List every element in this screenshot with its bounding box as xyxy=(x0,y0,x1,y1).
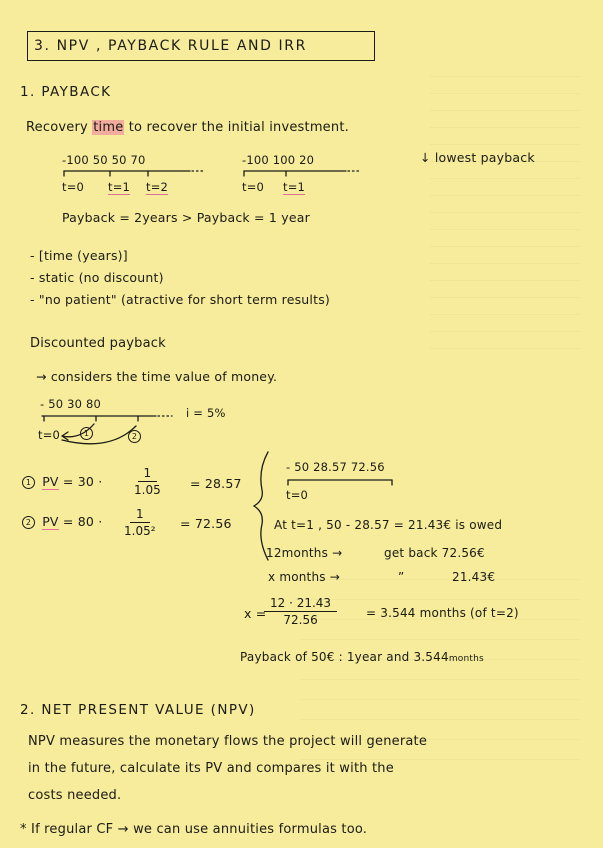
discount-rate: i = 5% xyxy=(186,406,226,420)
owed-at-t1: At t=1 , 50 - 28.57 = 21.43€ is owed xyxy=(274,518,503,532)
payback-heading: 1. PAYBACK xyxy=(20,84,112,100)
x-result: = 3.544 months (of t=2) xyxy=(366,606,519,620)
page-title: 3. NPV , PAYBACK RULE AND IRR xyxy=(34,38,307,54)
payback-result-unit: months xyxy=(448,654,484,664)
pv1-result: = 28.57 xyxy=(190,476,242,491)
arrow-back-1 xyxy=(62,424,94,437)
definition-suffix: to recover the initial investment. xyxy=(128,120,349,135)
discounted-heading: Discounted payback xyxy=(30,336,166,351)
discounted-consider: → considers the time value of money. xyxy=(36,369,278,384)
lowest-payback-note: ↓ lowest payback xyxy=(420,150,535,165)
discounted-right-time: t=0 xyxy=(286,488,309,502)
npv-heading: 2. NET PRESENT VALUE (NPV) xyxy=(20,702,256,718)
months-line-2-left: x months → xyxy=(268,570,340,584)
discounted-timeline-ticks xyxy=(44,416,138,421)
x-denominator: 72.56 xyxy=(283,613,318,627)
discounted-flows: - 50 30 80 xyxy=(40,397,102,411)
pv1-equation: = 30 · xyxy=(62,474,103,489)
bullet-no-patient: - "no patient" (atractive for short term results) xyxy=(30,292,330,307)
x-numerator: 12 · 21.43 xyxy=(264,596,337,612)
months-line-1-left: 12months → xyxy=(266,546,343,560)
left-time-2: t=2 xyxy=(146,180,169,194)
left-time-1: t=1 xyxy=(108,180,131,194)
npv-text-line-2: in the future, calculate its PV and compares it with the xyxy=(28,761,394,776)
discounted-right-flows: - 50 28.57 72.56 xyxy=(286,460,385,474)
npv-annuity-note: * If regular CF → we can use annuities formulas too. xyxy=(20,822,368,837)
x-equals: x = xyxy=(244,606,267,621)
npv-text-line-1: NPV measures the monetary flows the project will generate xyxy=(28,734,428,749)
circle-two-icon: 2 xyxy=(128,430,141,443)
pv2-equation: = 80 · xyxy=(62,514,103,529)
bullet-static: - static (no discount) xyxy=(30,270,164,285)
months-line-2-right: 21.43€ xyxy=(452,570,496,584)
right-time-1: t=1 xyxy=(283,180,306,194)
npv-text-line-3: costs needed. xyxy=(28,788,122,803)
left-timeline-ticks xyxy=(64,171,148,176)
right-cash-flows: -100 100 20 xyxy=(242,153,315,167)
circle-one-icon: 1 xyxy=(22,476,35,489)
payback-result: Payback = 2years > Payback = 1 year xyxy=(62,210,310,225)
months-line-2-ditto: ” xyxy=(398,570,405,584)
pv2-result: = 72.56 xyxy=(180,516,232,531)
pv1-label: PV xyxy=(42,474,59,489)
pv2-denominator: 1.05² xyxy=(124,524,156,538)
definition-prefix: Recovery xyxy=(26,120,88,135)
months-line-1-right: get back 72.56€ xyxy=(384,546,485,560)
pv1-denominator: 1.05 xyxy=(134,483,161,497)
right-timeline-ticks xyxy=(244,171,286,176)
pv2-label: PV xyxy=(42,514,59,529)
bullet-time: - [time (years)] xyxy=(30,248,128,263)
circle-two-icon: 2 xyxy=(22,516,35,529)
right-discounted-ticks xyxy=(288,480,392,485)
circle-one-icon: 1 xyxy=(80,427,93,440)
curly-brace xyxy=(254,452,268,560)
left-time-0: t=0 xyxy=(62,180,85,194)
left-cash-flows: -100 50 50 70 xyxy=(62,153,146,167)
definition-highlight: time xyxy=(93,120,124,135)
payback-result-main: Payback of 50€ : 1year and 3.544 xyxy=(240,650,449,664)
pv2-numerator: 1 xyxy=(130,507,150,523)
pv1-numerator: 1 xyxy=(138,466,158,482)
arrow-back-2 xyxy=(62,426,136,444)
right-time-0: t=0 xyxy=(242,180,265,194)
discounted-time: t=0 xyxy=(38,428,61,442)
